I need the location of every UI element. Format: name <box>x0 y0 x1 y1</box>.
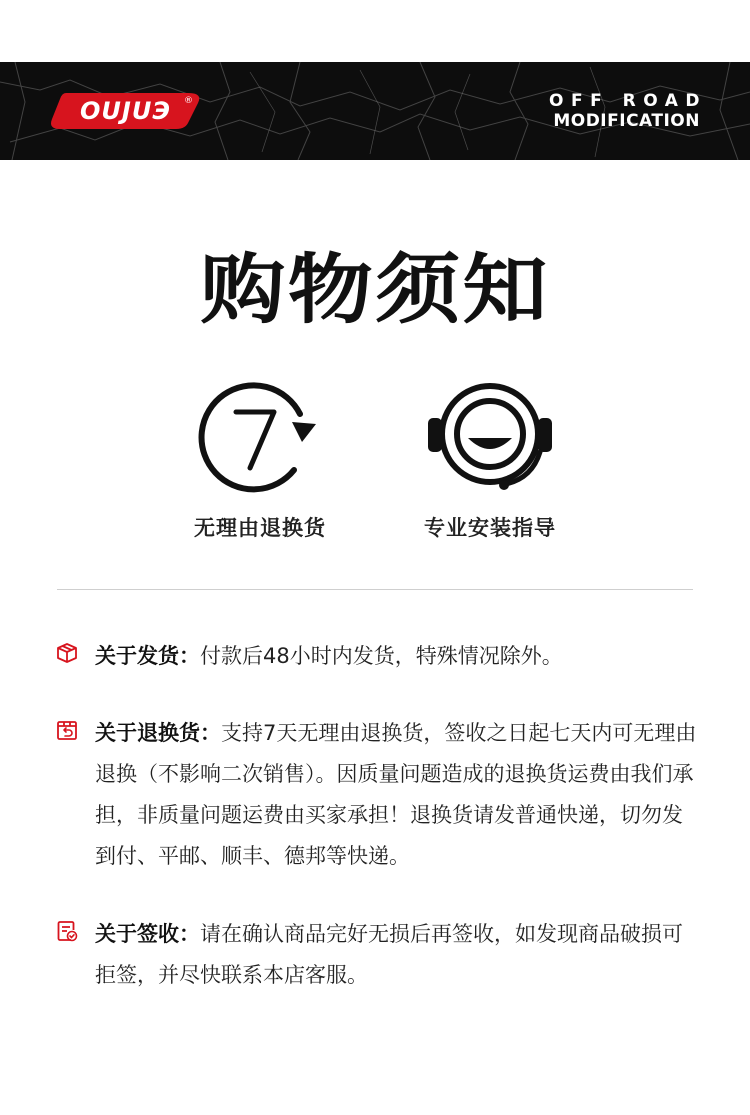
notice-returns-text <box>95 713 698 877</box>
feature-return <box>160 378 360 542</box>
notice-returns <box>52 713 698 877</box>
package-icon <box>56 642 78 664</box>
tagline-line1: OFF ROAD <box>549 91 707 111</box>
sign-receipt-icon <box>56 920 78 942</box>
registered-mark: ® <box>184 96 193 106</box>
page-title: 购物须知 <box>200 245 550 334</box>
notice-signing-heading: 关于签收： <box>95 922 200 946</box>
brand-logo <box>48 93 203 129</box>
notice-shipping-text <box>95 636 698 677</box>
notice-returns-heading: 关于退换货： <box>95 721 221 745</box>
notice-shipping-heading: 关于发货： <box>95 644 200 668</box>
tagline <box>549 91 707 131</box>
notice-returns-body: 支持7天无理由退换货，签收之日起七天内可无理由退换（不影响二次销售）。因质量问题造成的退换货运费由我们承担，非质量问题运费由买家承担！退换货请发普通快递，切勿发到付、平邮、顺丰、德邦等快递。 <box>95 721 697 868</box>
feature-return-label: 无理由退换货 <box>194 516 326 540</box>
return-box-icon <box>56 719 78 741</box>
notice-signing-body: 请在确认商品完好无损后再签收，如发现商品破损可拒签，并尽快联系本店客服。 <box>95 922 683 987</box>
tagline-line2: MODIFICATION <box>553 111 700 131</box>
logo-text: OUJUЭ <box>80 97 171 125</box>
seven-day-return-icon <box>198 378 322 494</box>
notice-shipping <box>52 636 698 677</box>
notice-signing <box>52 914 698 996</box>
notice-shipping-body: 付款后48小时内发货，特殊情况除外。 <box>200 644 563 668</box>
notice-signing-text <box>95 914 698 996</box>
section-divider <box>57 589 693 590</box>
feature-support-label: 专业安装指导 <box>424 516 556 540</box>
title-section <box>0 245 750 335</box>
headset-support-icon <box>420 378 560 494</box>
feature-support <box>390 378 590 542</box>
